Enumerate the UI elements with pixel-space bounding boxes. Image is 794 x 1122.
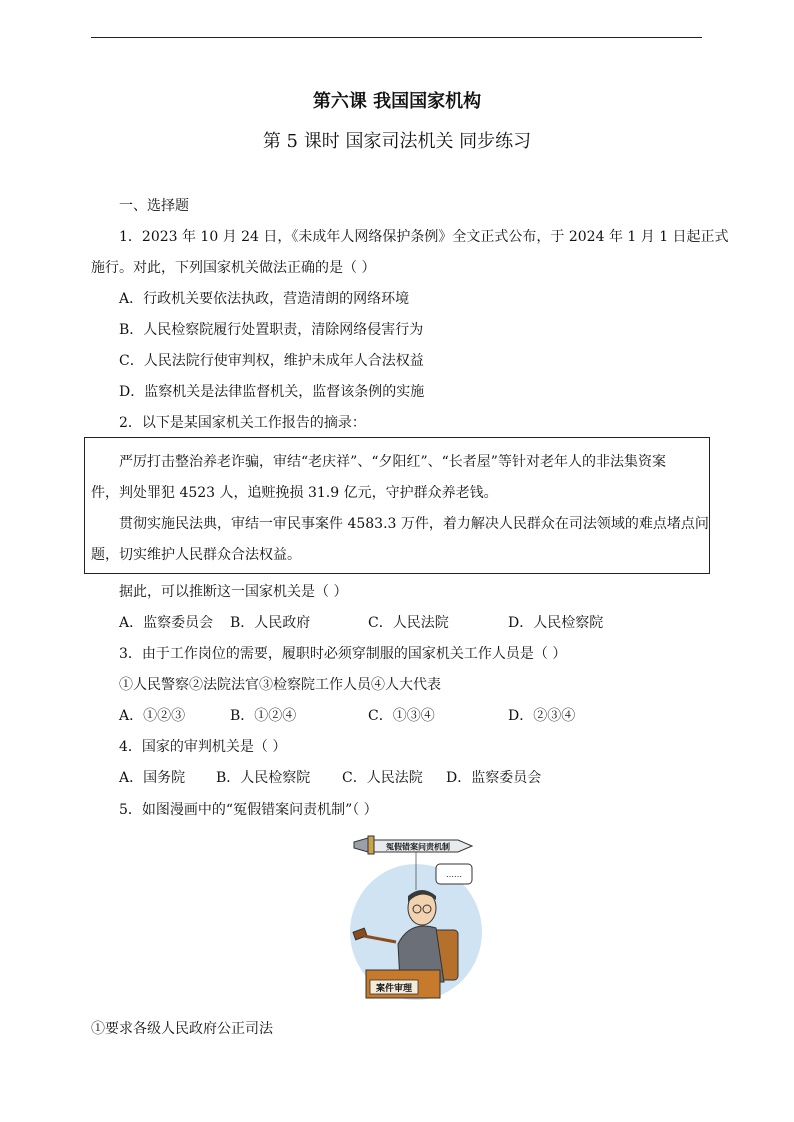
- q4-stem: 4．国家的审判机关是（ ）: [119, 739, 287, 755]
- q3-stem: 3．由于工作岗位的需要，履职时必须穿制服的国家机关工作人员是（ ）: [119, 646, 567, 662]
- excerpt-line-4: 题，切实维护人民群众合法权益。: [91, 547, 301, 563]
- desk-label: 案件审理: [375, 984, 413, 994]
- q3-option-d: D．②③④: [508, 708, 576, 724]
- q4-option-a: A．国务院: [119, 770, 186, 786]
- q2-option-b: B．人民政府: [230, 615, 311, 631]
- q2-option-d: D．人民检察院: [508, 615, 604, 631]
- q3-items: ①人民警察②法院法官③检察院工作人员④人大代表: [119, 677, 441, 693]
- q5-item-1: ①要求各级人民政府公正司法: [91, 1021, 273, 1037]
- q4-option-c: C．人民法院: [342, 770, 423, 786]
- q5-stem: 5．如图漫画中的“冤假错案问责机制”（ ）: [119, 802, 378, 818]
- q2-stem: 2．以下是某国家机关工作报告的摘录：: [119, 415, 366, 431]
- excerpt-line-3: 贯彻实施民法典，审结一审民事案件 4583.3 万件，着力解决人民群众在司法领域的难点堵点问: [119, 516, 709, 532]
- section-heading: 一、选择题: [119, 198, 189, 214]
- top-rule: [91, 37, 702, 38]
- q2-question: 据此，可以推断这一国家机关是（ ）: [119, 584, 348, 600]
- speech-text: ……: [446, 870, 462, 879]
- sword-label: 冤假错案问责机制: [386, 842, 450, 852]
- report-excerpt-box: [84, 437, 710, 574]
- q3-option-c: C．①③④: [368, 708, 435, 724]
- section-title: 第 5 课时 国家司法机关 同步练习: [262, 131, 532, 152]
- lesson-title: 第六课 我国国家机构: [312, 91, 482, 112]
- q4-option-b: B．人民检察院: [216, 770, 311, 786]
- judge-cartoon-image: [340, 832, 482, 1002]
- q4-option-d: D．监察委员会: [446, 770, 542, 786]
- q1-option-d: D．监察机关是法律监督机关，监督该条例的实施: [119, 384, 425, 400]
- q1-option-b: B．人民检察院履行处置职责，清除网络侵害行为: [119, 322, 424, 338]
- q3-option-b: B．①②④: [230, 708, 297, 724]
- excerpt-line-1: 严厉打击整治养老诈骗，审结“老庆祥”、“夕阳红”、“长者屋”等针对老年人的非法集资案: [119, 454, 666, 470]
- q1-stem-line2: 施行。对此，下列国家机关做法正确的是（ ）: [91, 260, 376, 276]
- excerpt-line-2: 件，判处罪犯 4523 人，追赃挽损 31.9 亿元，守护群众养老钱。: [91, 485, 498, 501]
- q3-option-a: A．①②③: [119, 708, 186, 724]
- q2-option-a: A．监察委员会: [119, 615, 214, 631]
- q2-option-c: C．人民法院: [368, 615, 449, 631]
- q1-option-a: A．行政机关要依法执政，营造清朗的网络环境: [119, 291, 410, 307]
- q1-stem-line1: 1．2023 年 10 月 24 日，《未成年人网络保护条例》全文正式公布，于 2024 年 1 月 1 日起正式: [119, 229, 729, 245]
- q1-option-c: C．人民法院行使审判权，维护未成年人合法权益: [119, 353, 424, 369]
